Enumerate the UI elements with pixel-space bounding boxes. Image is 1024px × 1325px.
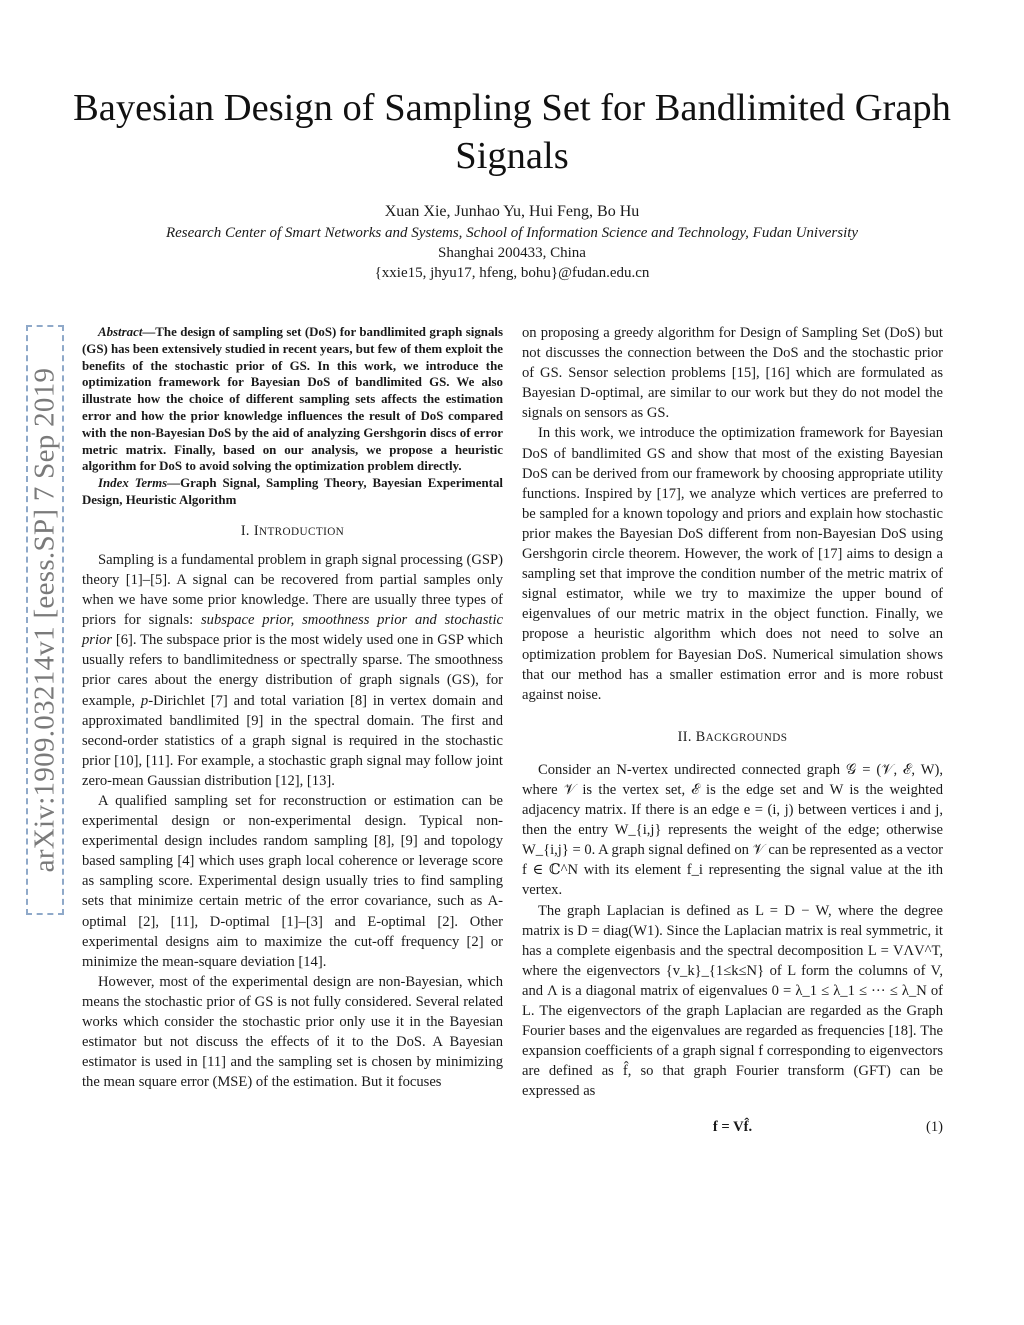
priors-emphasis: subspace prior, smoothness prior and stochastic prior — [82, 612, 503, 649]
background-paragraph-2: The graph Laplacian is defined as L = D − W, where the degree matrix is D = diag(W1). Since the Laplacian matrix is real symmetric, it has a complete eigenbasis and the spectral decomposition L = VΛV^T, where the eigenvectors {v_k}_{1≤k≤N} of L form the columns of V, and Λ is a diagonal matrix of eigenvalues 0 = λ_1 ≤ λ_1 ≤ ··· ≤ λ_N of L. The eigenvectors of the graph Laplacian are regarded as the Graph Fourier bases and the eigenvalues are regarded as frequencies [18]. The expansion coefficients of a graph signal f corresponding to eigenvectors are defined as f̂, so that graph Fourier transform (GFT) can be expressed as — [522, 902, 943, 1100]
index-terms-text: —Graph Signal, Sampling Theory, Bayesian Experimental Design, Heuristic Algorithm — [82, 476, 503, 507]
abstract-label: Abstract — [98, 325, 143, 339]
author-list: Xuan Xie, Junhao Yu, Hui Feng, Bo Hu — [384, 203, 640, 220]
left-column — [82, 324, 503, 1092]
index-terms — [82, 475, 503, 509]
affiliation: Research Center of Smart Networks and Systems, School of Information Science and Technology, Fudan University — [165, 225, 859, 241]
section-heading-backgrounds: II. BACKGROUNDS — [677, 728, 788, 745]
arxiv-watermark — [26, 325, 64, 915]
intro-paragraph-5: In this work, we introduce the optimization framework for Bayesian DoS of bandlimited GS and show that most of the existing Bayesian DoS can be derived from our framework by choosing appropriate utility functions. Inspired by [17], we analyze which vertices are preferred to be sampled for a known topology and priors and explain how stochastic prior makes the Bayesian DoS different from non-Bayesian DoS using Gershgorin circle theorem. However, the work of [17] aims to design a sampling set that improve the condition number of the metric matrix of signal estimator, while we try to maximize the upper bound of eigenvalues of our metric matrix in the object function. Finally, we propose a heuristic algorithm which does not need to solve an optimization problem for Bayesian DoS. Numerical simulation shows that our method has a smaller estimation error and is more robust against noise. — [522, 425, 943, 703]
intro-paragraph-1: Sampling is a fundamental problem in graph signal processing (GSP) theory [1]–[5]. A signal can be recovered from partial samples only when we have some prior knowledge. There are usually three types of priors for signals: subspace prior, smoothness prior and stochastic prior [6]. The subspace prior is the most widely used one in GSP which usually refers to bandlimitedness or spectrally sparse. The smoothness prior cares about the energy distribution of graph signals (GS), for example, p-Dirichlet [7] and total variation [8] in vertex domain and approximated bandlimited [9] in the spectral domain. The first and second-order statistics of a graph signal is required in the stochastic prior [10], [11]. For example, a stochastic graph signal may follow joint zero-mean Gaussian distribution [12], [13]. — [82, 551, 504, 789]
right-column — [522, 323, 943, 1137]
paper-title: Bayesian Design of Sampling Set for Bandlimited Graph Signals — [73, 87, 951, 177]
equation-body: f = Vf̂. — [712, 1119, 753, 1136]
equation-number: (1) — [925, 1119, 943, 1136]
abstract — [82, 324, 503, 475]
abstract-text: —The design of sampling set (DoS) for bandlimited graph signals (GS) has been extensively studied in recent years, but few of them exploit the benefits of the stochastic prior of GS. In this work, we introduce the optimization framework for Bayesian DoS of bandlimited GS. We also illustrate how the choice of different sampling sets affects the estimation error and how the prior knowledge influences the result of DoS compared with the non-Bayesian DoS by the aid of analyzing Gershgorin discs of error metric matrix. Finally, based on our analysis, we propose a heuristic algorithm for DoS to avoid solving the optimization problem directly. — [82, 325, 503, 474]
address: Shanghai 200433, China — [438, 245, 586, 261]
arxiv-identifier: arXiv:1909.03214v1 [eess.SP] 7 Sep 2019 — [28, 367, 61, 873]
intro-paragraph-2: A qualified sampling set for reconstruction or estimation can be experimental design or non-experimental design. Typical non-experimental design includes random sampling [8], [9] and topology based sampling [4] which uses graph local coherence or leverage score as sampling score. Experimental design usually tries to find sampling sets that minimize certain metric of the error covariance, such as A-optimal [2], [11], D-optimal [1]–[3] and E-optimal [2]. Other experimental designs aim to maximize the cut-off frequency [2] or minimize the mean-square deviation [14]. — [82, 792, 503, 970]
section-heading-introduction: I. INTRODUCTION — [240, 522, 345, 539]
intro-paragraph-4: on proposing a greedy algorithm for Design of Sampling Set (DoS) but not discusses the connection between the DoS and the stochastic prior of GS. Sensor selection problems [15], [16] which are formulated as Bayesian D-optimal, are similar to our work but they do not model the signals on sensors as GS. — [522, 325, 943, 422]
equation-1 — [522, 1117, 943, 1137]
background-paragraph-1: Consider an N-vertex undirected connected graph 𝒢 = (𝒱, ℰ, W), where 𝒱 is the vertex set, ℰ is the edge set and W is the weighted adjacency matrix. If there is an edge e = (i, j) between vertices i and j, then the entry W_{i,j} represents the weight of the edge; otherwise W_{i,j} = 0. A graph signal defined on 𝒱 can be represented as a vector f ∈ ℂ^N with its element f_i representing the signal value at the ith vertex. — [522, 761, 943, 899]
author-emails: {xxie15, jhyu17, hfeng, bohu}@fudan.edu.cn — [374, 265, 650, 281]
intro-paragraph-3: However, most of the experimental design are non-Bayesian, which means the stochastic prior of GS is not fully considered. Several related works which consider the stochastic prior only use it in the Bayesian estimator but not discuss the effects of it to the DoS. A Bayesian estimator is used in [11] and the sampling set is chosen by minimizing the mean square error (MSE) of the estimation. But it focuses — [82, 973, 503, 1091]
index-terms-label: Index Terms — [98, 476, 168, 491]
